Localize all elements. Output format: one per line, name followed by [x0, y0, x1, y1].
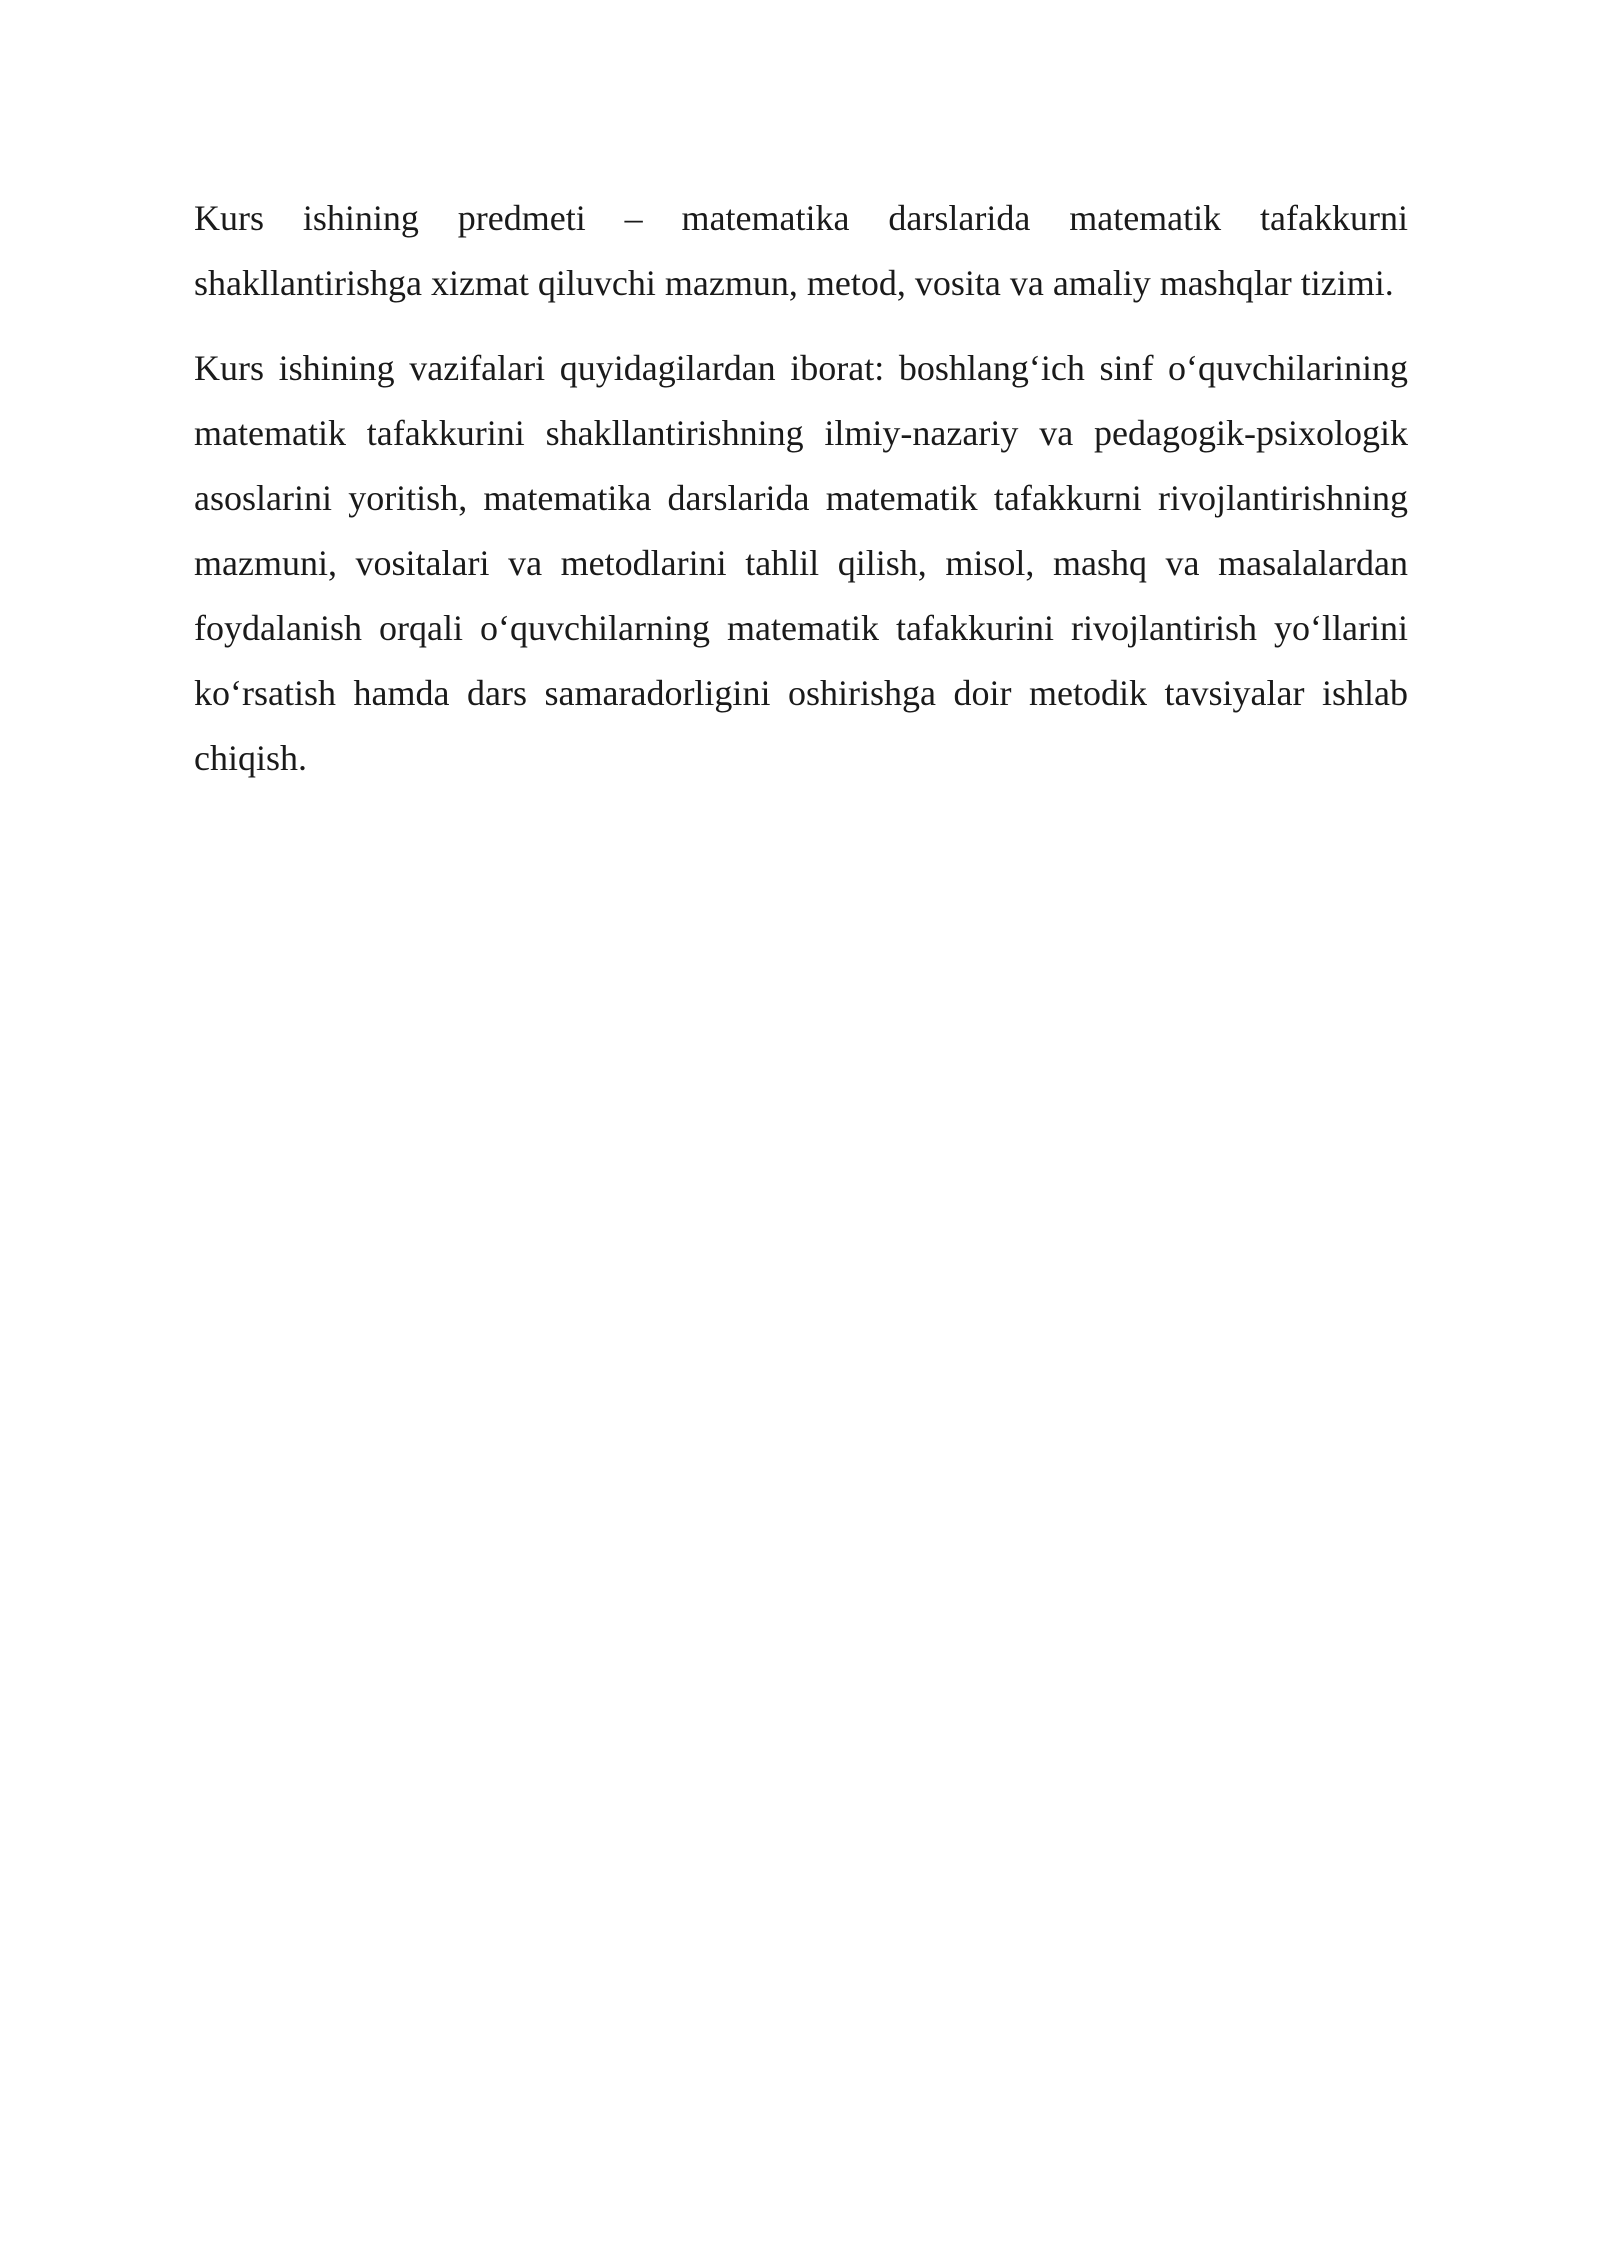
document-body: [194, 186, 1408, 811]
paragraph-tasks: Kurs ishining vazifalari quyidagilardan iborat: boshlang‘ich sinf o‘quvchilarining matematik tafakkurini shakllantirishning ilmiy-nazariy va pedagogik-psixologik asoslarini yoritish, matematika darslarida matematik tafakkurni rivojlantirishning mazmuni, vositalari va metodlarini tahlil qilish, misol, mashq va masalalardan foydalanish orqali o‘quvchilarning matematik tafakkurini rivojlantirish yo‘llarini ko‘rsatish hamda dars samaradorligini oshirishga doir metodik tavsiyalar ishlab chiqish.: [194, 348, 1408, 778]
paragraph-subject: Kurs ishining predmeti – matematika darslarida matematik tafakkurni shakllantirishga xizmat qiluvchi mazmun, metod, vosita va amaliy mashqlar tizimi.: [194, 198, 1408, 303]
